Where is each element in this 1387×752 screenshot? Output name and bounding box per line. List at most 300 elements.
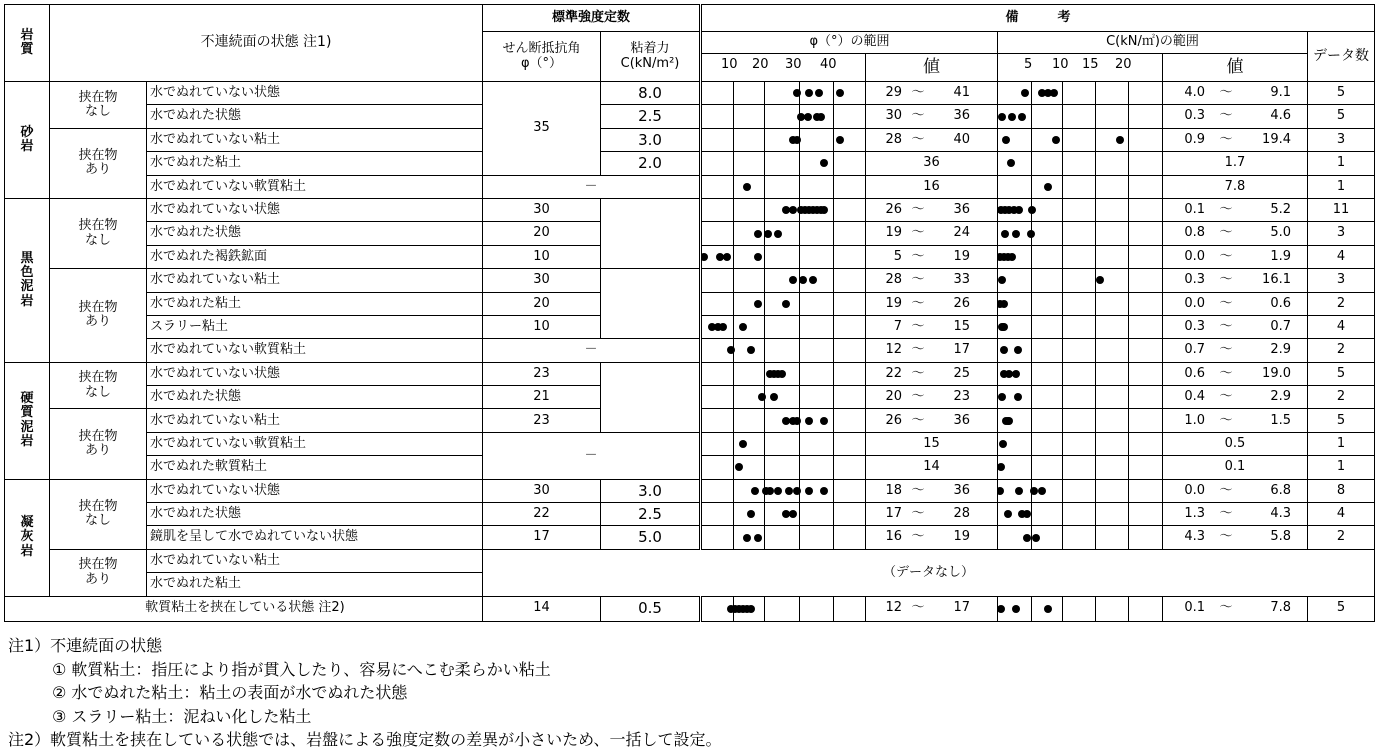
grid-line [733,293,734,315]
no-data-cell: （データなし） [483,549,1375,596]
grid-line [1062,526,1063,548]
c-plot [998,526,1163,549]
table-row [5,128,1375,151]
phi-range-value [866,269,998,292]
grid-line [1031,597,1032,621]
c-min: 0.0 [1184,482,1205,498]
phi-value: 30 [483,198,601,221]
data-point [809,276,817,284]
c-min: 0.9 [1184,131,1205,147]
data-point [799,276,807,284]
phi-max: 41 [953,85,970,101]
c-range-value [1163,222,1308,245]
c-value: 3.0 [601,128,701,151]
data-count: 11 [1308,198,1375,221]
phi-tick-label: 20 [752,57,769,72]
grid-line [1095,129,1096,151]
range-sep: ～ [911,412,925,428]
inclusion-tag-text: 挟在物 [78,148,118,164]
grid-line [1062,152,1063,174]
c-tick-label: 10 [1052,57,1069,72]
rock-type-char: 凝 [20,515,34,531]
range-sep: ～ [1219,389,1233,405]
range-sep: ～ [1219,506,1233,522]
data-point [719,323,727,331]
grid-line [1128,409,1129,431]
grid-line [733,222,734,244]
grid-line [799,503,800,525]
data-count-header: データ数 [1308,32,1375,82]
discontinuity-desc: 水でぬれていない状態 [147,479,483,502]
phi-max: 25 [953,365,970,381]
phi-plot [701,245,866,268]
rock-type-char: 泥 [20,279,34,295]
phi-header [483,32,601,82]
data-point [1015,206,1023,214]
inclusion-tag-text: なし [84,384,111,400]
grid-line [764,82,765,104]
rock-type-char: 岩 [20,293,34,309]
data-point [758,393,766,401]
grid-line [833,246,834,268]
phi-min: 17 [885,506,902,522]
c-value: 5.0 [601,526,701,549]
phi-range-value: 36 [866,152,998,175]
discontinuity-desc: 水でぬれた軟質粘土 [147,456,483,479]
inclusion-tag-text: あり [84,162,111,178]
data-point [998,487,1005,495]
data-point [1023,510,1031,518]
grid-line [1128,316,1129,338]
range-sep: ～ [911,108,925,124]
phi-value: 35 [483,82,601,176]
c-plot [998,82,1163,105]
range-sep: ～ [911,85,925,101]
grid-line [1128,222,1129,244]
range-sep: ～ [911,506,925,522]
grid-line [833,293,834,315]
grid-line [1128,105,1129,127]
data-point [1008,113,1016,121]
data-point [820,159,828,167]
grid-line [1095,363,1096,385]
rock-type-header [5,5,50,82]
data-point [820,487,828,495]
grid-line [1128,199,1129,221]
grid-line [1095,433,1096,455]
grid-line [764,409,765,431]
grid-line [1031,456,1032,478]
c-tick-label: 5 [1024,57,1033,72]
grid-line [1062,105,1063,127]
rock-type-char: 質 [20,405,34,421]
c-range-value [1163,339,1308,362]
grid-line [1095,503,1096,525]
grid-line [799,526,800,548]
discontinuity-desc: 鏡肌を呈して水でぬれていない状態 [147,526,483,549]
grid-line [1095,246,1096,268]
grid-line [1031,246,1032,268]
c-plot [998,362,1163,385]
soft-clay-row [5,596,1375,621]
c-axis-ticks [998,54,1163,82]
grid-line [1062,222,1063,244]
data-point [743,183,751,191]
grid-line [764,363,765,385]
c-plot [998,222,1163,245]
phi-max: 36 [953,482,970,498]
discontinuity-label: 不連続面の状態 [200,34,299,51]
data-count: 5 [1308,82,1375,105]
data-point [1008,253,1016,261]
range-sep: ～ [911,272,925,288]
grid-line [833,269,834,291]
rock-type-char-1: 岩 [20,27,34,43]
footnote-line: ② 水でぬれた粘土：粘土の表面が水でぬれた状態 [52,683,408,703]
data-point [805,417,813,425]
phi-max: 23 [953,389,970,405]
data-point [1044,183,1052,191]
data-count: 4 [1308,315,1375,338]
data-point [1044,605,1052,613]
phi-min: 7 [893,318,902,334]
grid-line [1128,363,1129,385]
phi-range-value [866,82,998,105]
table-row [5,152,1375,175]
data-point [1015,487,1023,495]
table-row [5,269,1375,292]
discontinuity-desc: 水でぬれていない状態 [147,198,483,221]
grid-line [1062,386,1063,408]
data-point [778,370,786,378]
data-point [998,463,1005,471]
data-count: 1 [1308,152,1375,175]
rock-type-char: 色 [20,265,34,281]
phi-value: 22 [483,503,601,526]
discontinuity-desc: スラリー粘土 [147,315,483,338]
data-point [1012,605,1020,613]
data-count: 5 [1308,409,1375,432]
grid-line [833,456,834,478]
grid-line [1062,503,1063,525]
phi-max: 19 [953,248,970,264]
phi-min: 28 [885,272,902,288]
grid-line [833,105,834,127]
data-point [739,440,747,448]
phi-plot [701,479,866,502]
table-row [5,526,1375,549]
grid-line [1128,480,1129,502]
phi-value: 17 [483,526,601,549]
inclusion-tag-text: 挟在物 [78,218,118,234]
c-value-header: 値 [1163,54,1308,82]
grid-line [733,386,734,408]
c-min: 0.3 [1184,108,1205,124]
grid-line [799,363,800,385]
rock-type-label [5,362,50,479]
phi-value: 10 [483,245,601,268]
grid-line [1095,152,1096,174]
c-header [601,32,701,82]
grid-line [1095,456,1096,478]
discontinuity-desc: 水でぬれていない軟質粘土 [147,339,483,362]
grid-line [1062,433,1063,455]
data-point [815,89,823,97]
grid-line [1095,339,1096,361]
grid-line [1128,293,1129,315]
footnote-line: 注1）不連続面の状態 [8,636,163,655]
data-point [754,300,762,308]
c-range-value [1163,479,1308,502]
c-max: 5.2 [1270,202,1291,217]
grid-line [764,269,765,291]
phi-range-value [866,596,998,621]
c-range-value [1163,409,1308,432]
c-max: 1.9 [1270,248,1291,264]
rock-type-char: 泥 [20,419,34,435]
grid-line [1062,269,1063,291]
data-point [1000,346,1008,354]
phi-max: 17 [953,600,970,616]
grid-line [1031,269,1032,291]
inclusion-tag [50,362,147,409]
grid-line [1095,597,1096,621]
grid-line [733,456,734,478]
data-point [747,346,755,354]
c-range-value: 7.8 [1163,175,1308,198]
data-point [1052,136,1060,144]
data-point [735,463,743,471]
note1-ref: 注1) [303,34,332,51]
c-tick-label: 20 [1115,57,1132,72]
c-label-1: 粘着力 [630,41,670,57]
footnote-line: 注2）軟質粘土を挟在している状態では、岩盤による強度定数の差異が小さいため、一括して設定。 [8,730,722,750]
range-sep: ～ [911,248,925,264]
inclusion-tag-text: なし [84,513,111,529]
grid-line [733,105,734,127]
c-plot [998,105,1163,128]
phi-range-value: 16 [866,175,998,198]
c-range-value [1163,82,1308,105]
remarks-header: 備 考 [701,5,1375,32]
discontinuity-desc: 水でぬれていない軟質粘土 [147,175,483,198]
grid-line [1095,386,1096,408]
data-point [1004,510,1012,518]
c-plot [998,198,1163,221]
data-point [793,487,801,495]
grid-line [764,526,765,548]
grid-line [1095,409,1096,431]
grid-line [799,433,800,455]
inclusion-tag [50,269,147,363]
c-label-2: C(kN/m²) [620,55,680,71]
phi-range-value [866,339,998,362]
phi-plot [701,198,866,221]
data-point [820,417,828,425]
phi-max: 40 [953,131,970,147]
range-sep: ～ [911,318,925,334]
table-row [5,82,1375,105]
phi-label-1: せん断抵抗角 [502,41,581,57]
c-min: 0.1 [1184,600,1205,616]
grid-line [1095,199,1096,221]
grid-line [833,129,834,151]
c-max: 19.4 [1262,131,1291,147]
phi-min: 20 [885,389,902,405]
grid-line [1062,246,1063,268]
data-point [1038,487,1046,495]
data-point [774,230,782,238]
grid-line [1062,456,1063,478]
discontinuity-desc: 水でぬれた粘土 [147,152,483,175]
phi-plot [701,596,866,621]
c-range-value [1163,596,1308,621]
grid-line [1031,503,1032,525]
phi-range-value [866,362,998,385]
c-range-value [1163,245,1308,268]
grid-line [799,176,800,198]
range-sep: ～ [1219,342,1233,358]
data-count: 4 [1308,245,1375,268]
discontinuity-desc: 水でぬれた状態 [147,105,483,128]
grid-line [799,316,800,338]
data-point [766,487,774,495]
data-point [770,393,778,401]
phi-value: 30 [483,479,601,502]
c-max: 9.1 [1270,85,1291,101]
grid-line [764,433,765,455]
grid-line [1095,293,1096,315]
c-max: 0.7 [1270,318,1291,334]
data-point [998,605,1005,613]
grid-line [1095,316,1096,338]
phi-value: 21 [483,386,601,409]
c-plot [998,409,1163,432]
grid-line [1031,152,1032,174]
range-sep: ～ [911,225,925,241]
c-value: 2.0 [601,152,701,175]
discontinuity-desc: 水でぬれていない状態 [147,362,483,385]
data-point [998,113,1006,121]
data-point [836,89,844,97]
data-point [1018,113,1026,121]
data-count: 3 [1308,222,1375,245]
grid-line [733,363,734,385]
c-max: 0.6 [1270,295,1291,311]
data-point [747,605,755,613]
grid-line [1128,456,1129,478]
range-sep: ～ [911,295,925,311]
data-point [793,89,801,97]
phi-range-value [866,386,998,409]
phi-plot [701,152,866,175]
phi-label-2: φ（°） [520,55,563,71]
c-min: 4.0 [1184,85,1205,101]
discontinuity-desc: 水でぬれた粘土 [147,292,483,315]
grid-line [1128,386,1129,408]
data-point [1005,417,1013,425]
discontinuity-desc: 水でぬれた粘土 [147,573,483,596]
grid-line [1062,199,1063,221]
grid-line [1128,597,1129,621]
discontinuity-desc: 水でぬれていない状態 [147,82,483,105]
data-count: 5 [1308,596,1375,621]
c-range-value: 0.1 [1163,456,1308,479]
c-plot [998,596,1163,621]
grid-line [764,199,765,221]
phi-min: 19 [885,295,902,311]
phi-tick-label: 30 [785,57,802,72]
data-point [739,323,747,331]
footnote-line: ① 軟質粘土：指圧により指が貫入したり、容易にへこむ柔らかい粘土 [52,659,551,679]
data-point [804,113,812,121]
discontinuity-desc: 水でぬれた状態 [147,503,483,526]
discontinuity-desc: 水でぬれていない軟質粘土 [147,432,483,455]
c-tick-label: 15 [1082,57,1099,72]
c-min: 0.4 [1184,389,1205,405]
phi-range-value [866,503,998,526]
data-count: 2 [1308,386,1375,409]
grid-line [1128,339,1129,361]
grid-line [1031,82,1032,104]
range-sep: ～ [1219,85,1233,101]
range-sep: ～ [1219,248,1233,264]
grid-line [1095,105,1096,127]
data-point [805,487,813,495]
range-sep: ～ [1219,225,1233,241]
phi-max: 36 [953,108,970,124]
grid-line [1128,433,1129,455]
inclusion-tag [50,82,147,129]
range-sep: ～ [911,482,925,498]
c-min: 4.3 [1184,529,1205,545]
data-point [754,534,762,542]
c-max: 16.1 [1262,272,1291,288]
grid-line [733,480,734,502]
grid-line [1128,152,1129,174]
standard-strength-header: 標準強度定数 [483,5,701,32]
c-range-value [1163,269,1308,292]
phi-range-value: 15 [866,432,998,455]
footnotes [8,634,722,752]
grid-line [733,526,734,548]
range-sep: ～ [911,529,925,545]
table-row [5,503,1375,526]
grid-line [1095,176,1096,198]
data-point [793,417,801,425]
phi-range-value [866,105,998,128]
discontinuity-desc: 水でぬれた状態 [147,222,483,245]
data-point [836,136,844,144]
grid-line [799,222,800,244]
grid-line [1095,82,1096,104]
phi-max: 17 [953,342,970,358]
footnote-line: ③ スラリー粘土：泥ねい化した粘土 [52,706,312,726]
phi-range-value: 14 [866,456,998,479]
rock-type-char: 岩 [20,433,34,449]
grid-line [1128,503,1129,525]
phi-plot [701,362,866,385]
grid-line [733,246,734,268]
data-point [1028,206,1036,214]
c-min: 0.0 [1184,248,1205,264]
data-point [1021,89,1029,97]
phi-plot [701,292,866,315]
grid-line [833,339,834,361]
table-row [5,549,1375,572]
phi-axis-ticks [701,54,866,82]
c-range-value [1163,362,1308,385]
